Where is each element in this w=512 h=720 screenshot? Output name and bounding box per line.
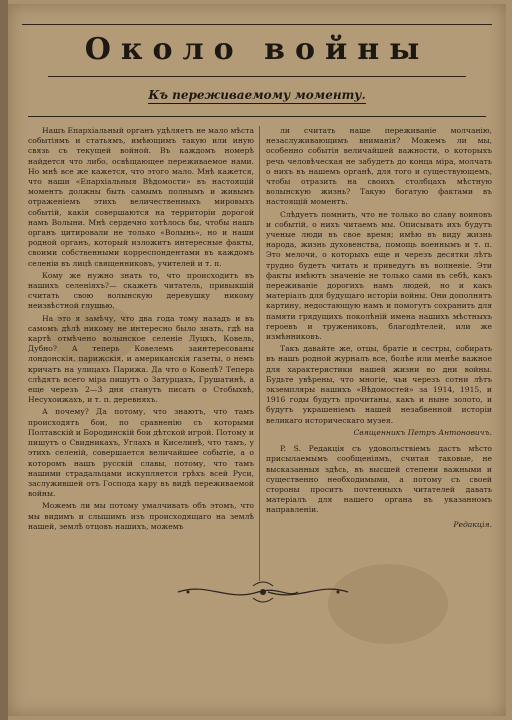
author-signature: Священникъ Петръ Антоновичъ. bbox=[353, 427, 492, 437]
editor-signature: Редакція. bbox=[453, 519, 492, 529]
article-paragraph: На это я замѣчу, что два года тому назадъ и въ самомъ дѣлѣ никому не интересно было знать, гдѣ на картѣ отмѣчено волынское селеніе Луцкъ, Ковель, Дубно? А теперь Ковелемъ заинтересованы лондонскія, парижскія, и американскія газеты, о немъ кричатъ на улицахъ Парижа. Да что о Ковелѣ? Теперь слѣдятъ всего міра пишутъ о Затурцахъ, Грушатинѣ, а еще черезъ 2—3 дня станутъ писать о Стобыхвѣ, Несухоижахъ, и т. п. деревняхъ. bbox=[28, 313, 254, 405]
article-paragraph: Можемъ ли мы потому умалчивать объ этомъ, что мы видимъ и слышимъ изъ происходящаго на землѣ нашей, землѣ отцовъ нашихъ, можемъ bbox=[28, 501, 254, 531]
page-binding-edge bbox=[0, 0, 8, 720]
title-underline bbox=[48, 76, 466, 77]
article-paragraph: Слѣдуетъ помнить, что не только во славу воиновъ и событій, о нихъ читаемъ мы. Описывать ихъ будутъ ученые люди въ свое время; имѣю въ виду жизнь народа, жизнь духовенства, помощь военнымъ и т. п. Это мелочи, о которыхъ еще и черезъ десятки лѣтъ трудно будетъ читать и приведутъ въ волненіе. Эти факты имѣютъ значеніе не только сами въ себѣ, какъ переживаніе дорогихъ намъ людей, но и какъ матеріалъ для будущаго исторіи войны. Они дополнятъ картину, недостающую намъ и помогутъ сохранить для памяти грядущихъ поколѣній имена нашихъ мѣстныхъ героевъ и тружениковъ, благодѣтелей, или же измѣнниковъ. bbox=[266, 209, 492, 342]
newspaper-page bbox=[8, 4, 506, 716]
right-column bbox=[266, 126, 492, 532]
article-paragraph: Такъ давайте же, отцы, братіе и сестры, собирать въ нашъ родной журналъ все, болѣе или менѣе важное для характеристики нашей жизни во дни войны. Будьте увѣрены, что многіе, чьи черезъ сотни лѣтъ экземпляры нашихъ «Вѣдомостей» за 1914, 1915, и 1916 годы будутъ прочитаны, какъ и ныне золото, и будутъ украшеніемъ нашей незабвенной исторіи великаго историческаго музея. bbox=[266, 344, 492, 425]
subtitle-text: Къ переживаемому моменту. bbox=[148, 88, 366, 102]
ornament-flourish bbox=[168, 578, 358, 606]
article-subtitle bbox=[8, 88, 506, 102]
article-paragraph: А почему? Да потому, что знаютъ, что тамъ происходятъ бои, по сравненію съ которыми Полтавскій и Бородинскій бои дѣтской игрой. Потому и пишутъ о Свидникахъ, Углахъ и Киселинѣ, что тамъ, у этихъ селеній, совершается величайшее событіе, а о которомъ нашъ русскій славы, потому, что тамъ нашими страдальцами искупляется грѣхъ всей Руси, заслужившей отъ Господа кару въ видѣ переживаемой войны. bbox=[28, 407, 254, 499]
article-paragraph: Кому же нужно знать то, что происходитъ въ нашихъ селеніяхъ?— скажетъ читатель, привыкшій считать свою волынскую деревушку никому неизвѣстной глушью. bbox=[28, 270, 254, 311]
column-divider bbox=[259, 126, 260, 581]
left-column bbox=[28, 126, 254, 534]
page-title: Около войны bbox=[84, 32, 430, 67]
postscript: P. S. Редакція съ удовольствіемъ дастъ мѣсто присылаемымъ сообщеніямъ, считая таковые, не высказанныя здѣсь, въ высшей степени важными и существенно необходимыми, а потому съ своей стороны проситъ почтенныхъ читателей давать матеріалъ для нашего органа въ указанномъ направленіи. bbox=[266, 444, 492, 515]
top-rule bbox=[22, 24, 492, 25]
article-paragraph: Нашъ Епархіальный органъ удѣляетъ не мало мѣста событіямъ и статьямъ, имѣющимъ такую или иную связь съ текущей войной. Въ каждомъ номерѣ найдется что либо, освѣщающее переживаемое нами. Но мнѣ все же кажется, что этого мало. Мнѣ кажется, что наши «Епархіальныя Вѣдомости» въ настоящій моментъ должны быть самымъ полнымъ и живымъ отраженіемъ этихъ величественныхъ мировыхъ событій, какія совершаются на территоріи дорогой намъ Волыни. Мнѣ сердечно хотѣлось бы, чтобы нашъ органъ цитировали не только «Волынь», но и наши родной органъ, который изложитъ интересные факты, своими собственными корреспондентами въ каждомъ селеніи въ лицѣ священниковъ, учителей и т. п. bbox=[28, 126, 254, 268]
header-rule bbox=[28, 116, 486, 117]
article-paragraph: ли считать наше переживаніе молчанію, незаслуживающимъ вниманія? Можемъ ли мы, особенно событія величайшей важности, о которыхъ речь человѣческая не забудетъ до конца міра, молчать о нихъ въ нашемъ органѣ, для того и существующемъ, чтобы отразить на своихъ столбцахъ мѣстную волынскую жизнь? Такую богатую фактами въ настоящій моментъ. bbox=[266, 126, 492, 207]
